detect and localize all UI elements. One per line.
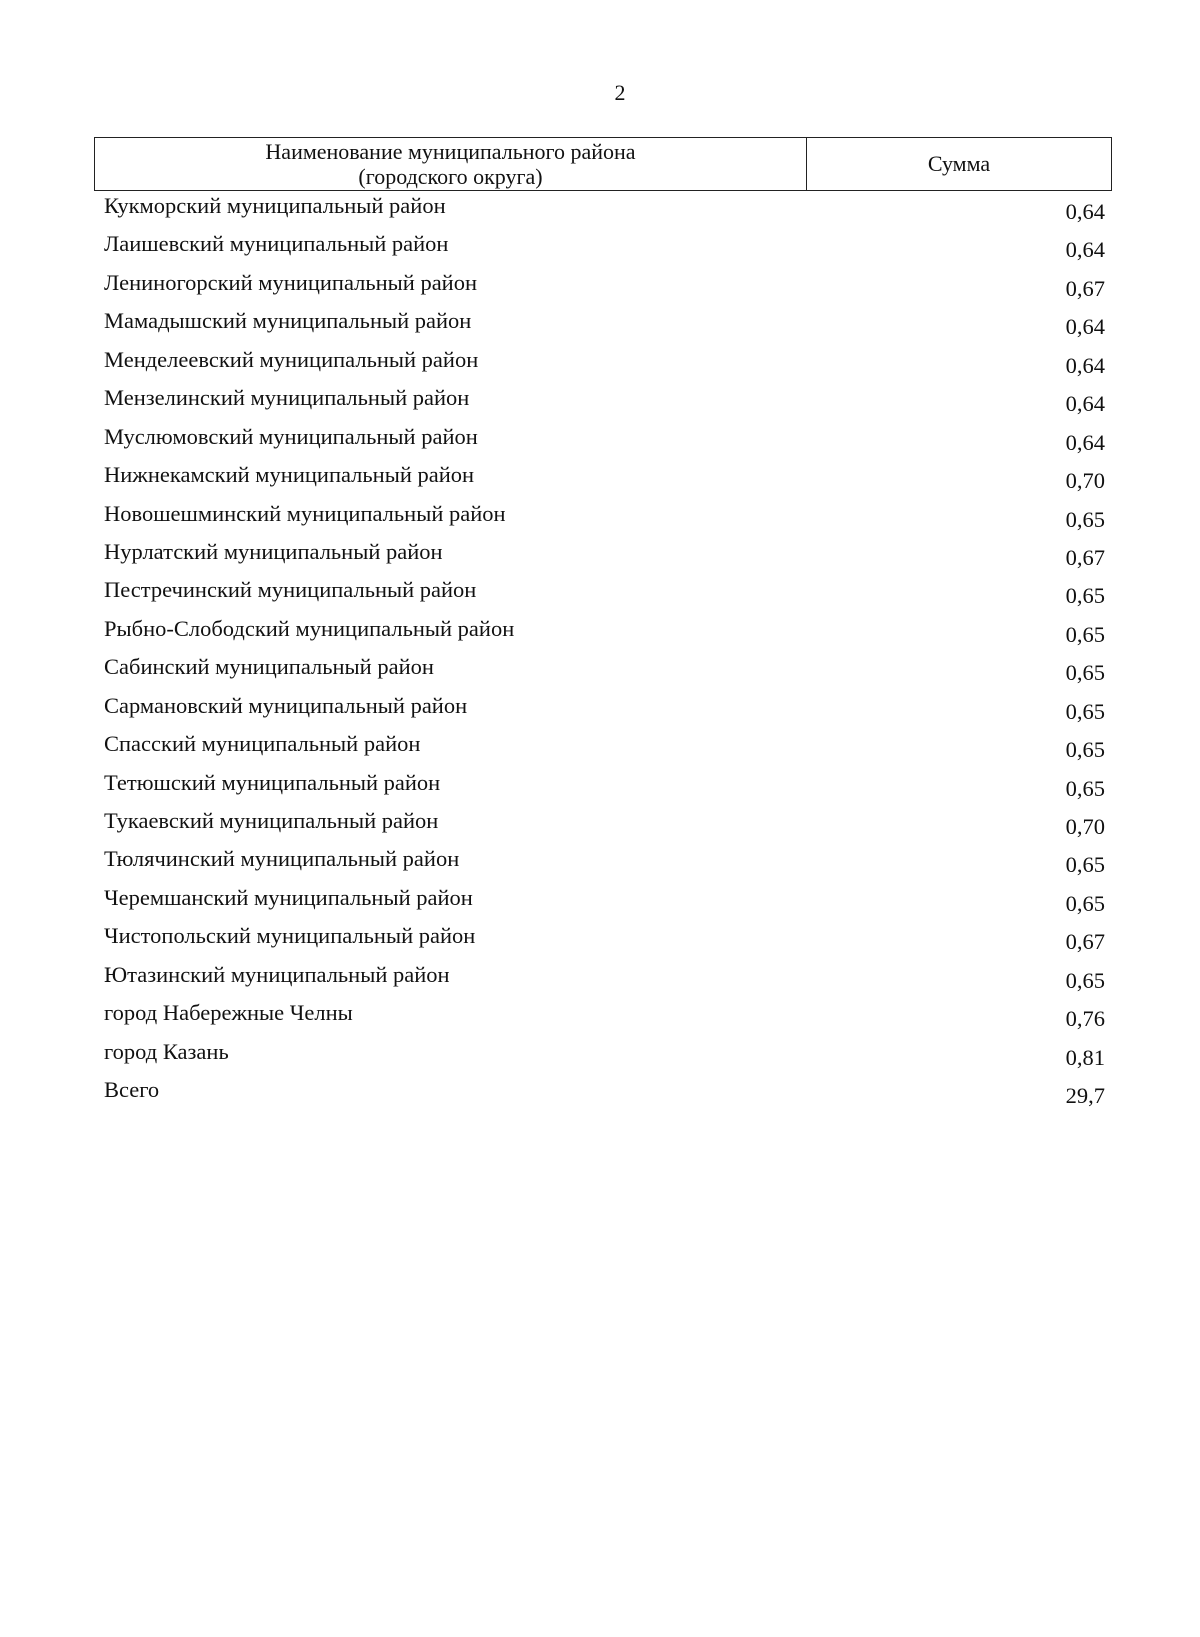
row-name: Мамадышский муниципальный район [104,308,472,334]
row-name: город Казань [104,1038,229,1064]
table-row [0,577,1200,615]
row-name: Лаишевский муниципальный район [104,231,449,257]
row-value: 0,65 [1065,621,1105,647]
row-value: 0,67 [1065,544,1105,570]
row-name: Новошешминский муниципальный район [104,500,506,526]
row-name: Мензелинский муниципальный район [104,385,470,411]
column-header-name-line1: Наименование муниципального района [265,139,636,164]
table-row [0,654,1200,692]
row-value: 0,65 [1065,890,1105,916]
row-value: 0,64 [1065,237,1105,263]
row-name: Нижнекамский муниципальный район [104,462,475,488]
row-name: Черемшанский муниципальный район [104,884,473,910]
row-value: 0,76 [1065,1006,1105,1032]
table-row [0,693,1200,731]
table-row [0,731,1200,769]
row-name: Нурлатский муниципальный район [104,538,443,564]
row-name: Менделеевский муниципальный район [104,346,479,372]
row-name: город Набережные Челны [104,1000,353,1026]
row-name: Ютазинский муниципальный район [104,961,450,987]
table-row [0,193,1200,231]
row-value: 0,65 [1065,660,1105,686]
row-value: 0,64 [1065,391,1105,417]
table-row [0,501,1200,539]
table-row [0,1039,1200,1077]
table-row [0,347,1200,385]
row-value: 0,70 [1065,468,1105,494]
table-body [0,193,1200,1116]
row-value: 0,65 [1065,583,1105,609]
table-row [0,770,1200,808]
table-row [0,385,1200,423]
table-row [0,885,1200,923]
row-name: Рыбно-Слободский муниципальный район [104,615,515,641]
table-row [0,308,1200,346]
table-row [0,1000,1200,1038]
row-value: 0,65 [1065,506,1105,532]
row-name: Муслюмовский муниципальный район [104,423,478,449]
table-row [0,270,1200,308]
table-row [0,462,1200,500]
table-row [0,1077,1200,1115]
column-header-name-line2: (городского округа) [358,164,543,189]
table-row [0,616,1200,654]
row-value: 29,7 [1065,1083,1105,1109]
table-row [0,962,1200,1000]
row-name: Тукаевский муниципальный район [104,808,439,833]
row-value: 0,65 [1065,852,1105,878]
table-row [0,539,1200,577]
row-value: 0,64 [1065,314,1105,340]
row-value: 0,65 [1065,737,1105,763]
row-value: 0,64 [1065,199,1105,224]
row-value: 0,67 [1065,929,1105,955]
row-value: 0,65 [1065,698,1105,724]
table-row [0,808,1200,846]
row-value: 0,67 [1065,275,1105,301]
row-name: Сармановский муниципальный район [104,692,468,718]
row-value: 0,65 [1065,775,1105,801]
row-name: Чистопольский муниципальный район [104,923,476,949]
row-name: Тетюшский муниципальный район [104,769,441,795]
row-name: Тюлячинский муниципальный район [104,846,460,872]
row-name: Лениногорский муниципальный район [104,269,478,295]
row-name: Кукморский муниципальный район [104,193,446,218]
column-header-sum: Сумма [927,151,991,176]
row-value: 0,70 [1065,814,1105,839]
row-name: Сабинский муниципальный район [104,654,434,680]
row-value: 0,81 [1065,1044,1105,1070]
row-value: 0,64 [1065,352,1105,378]
row-value: 0,64 [1065,429,1105,455]
row-value: 0,65 [1065,967,1105,993]
row-name: Пестречинский муниципальный район [104,577,477,603]
table-row [0,424,1200,462]
table-header [94,137,1112,191]
page-number: 2 [614,80,626,105]
table-row [0,923,1200,961]
row-name: Спасский муниципальный район [104,731,421,757]
table-row [0,846,1200,884]
table-row [0,231,1200,269]
row-name: Всего [104,1077,160,1103]
column-header-name [95,138,807,190]
